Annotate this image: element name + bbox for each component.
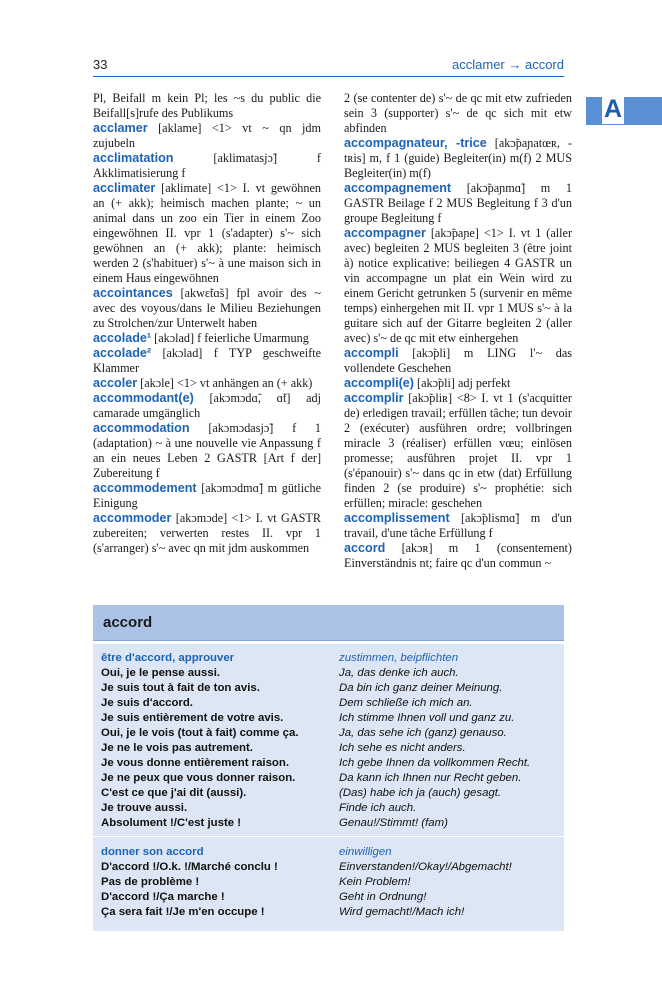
page-number: 33 xyxy=(93,57,108,72)
phrase-group-consent xyxy=(93,845,564,920)
dictionary-entry: accommodation [akɔmɔdasjɔ̃] f 1 (adaptation) ~ à une nouvelle vie Anpassung f an ein neues Leben 2 GASTR [Art f der] Zubereitung f xyxy=(93,421,321,480)
dictionary-entry: acclimatation [aklimatasjɔ̃] f Akklimatisierung f xyxy=(93,151,321,180)
left-column xyxy=(93,91,321,556)
entry-headword: accointances xyxy=(93,286,173,300)
group-title-row xyxy=(93,651,564,666)
dictionary-entry: accommodant(e) [akɔmɔdɑ̃, ɑ̃t] adj camarade umgänglich xyxy=(93,391,321,420)
phrase-german: Ja, das denke ich auch. xyxy=(339,667,459,679)
phrase-row xyxy=(93,801,564,816)
entry-headword: accomplissement xyxy=(344,511,450,525)
dictionary-entry: accolade² [akɔlad] f TYP geschweifte Klammer xyxy=(93,346,321,375)
phrase-row xyxy=(93,756,564,771)
phrase-group-agree xyxy=(93,651,564,831)
thumb-index-letter: A xyxy=(604,95,623,123)
dictionary-entry: accommoder [akɔmɔde] <1> I. vt GASTR zubereiten; verwerten restes II. vpr 1 (s'arranger) s'~ avec qn mit jdm auskommen xyxy=(93,511,321,555)
dictionary-entry: accomplir [akɔ̃pliʀ] <8> I. vt 1 (s'acquitter de) erledigen travail; erfüllen tâche; tun devoir 2 (exécuter) ausführen ordre; vollbringen miracle 3 (réaliser) erfüllen vœu; einlösen promesse; ausführen projet II. vpr 1 (s'épanouir) s'~ dans qc in etw (dat) Erfüllung finden 2 (se produire) s'~ prophétie: sich erfüllen; miracle: geschehen xyxy=(344,391,572,510)
phrase-french: Absolument !/C'est juste ! xyxy=(101,817,242,829)
group-title-de: einwilligen xyxy=(339,846,392,858)
phrase-row xyxy=(93,726,564,741)
phrase-german: Geht in Ordnung! xyxy=(339,891,427,903)
group-title-de: zustimmen, beipflichten xyxy=(339,652,459,664)
dictionary-entry: acclamer [aklame] <1> vt ~ qn jdm zujubeln xyxy=(93,121,321,150)
phrase-row xyxy=(93,696,564,711)
entry-headword: accolade² xyxy=(93,346,152,360)
phrase-french: Je suis tout à fait de ton avis. xyxy=(101,682,260,694)
right-column xyxy=(344,91,572,571)
entry-headword: accompagner xyxy=(344,226,426,240)
dictionary-entry: acclimater [aklimate] <1> I. vt gewöhnen an (+ akk); heimisch machen plante; ~ un animal dans un zoo ein Tier in einem Zoo eingewöhnen II. vpr 1 (s'adapter) s'~ sich gewöhnen an (+ akk); plante: heimisch werden 2 (s'habituer) s'~ à une maison sich in einem Haus eingewöhnen xyxy=(93,181,321,285)
entry-headword: accolade¹ xyxy=(93,331,152,345)
infobox-header xyxy=(93,605,564,641)
phrase-german: Ich gebe Ihnen da vollkommen Recht. xyxy=(339,757,531,769)
phrase-german: Finde ich auch. xyxy=(339,802,417,814)
phrase-row xyxy=(93,816,564,831)
phrase-french: Je ne peux que vous donner raison. xyxy=(101,772,296,784)
phrase-row xyxy=(93,890,564,905)
group-title-row xyxy=(93,845,564,860)
thumb-index-tab[interactable] xyxy=(586,97,662,125)
phrase-row xyxy=(93,741,564,756)
phrase-row xyxy=(93,666,564,681)
entry-headword: accord xyxy=(344,541,386,555)
phrase-german: Wird gemacht!/Mach ich! xyxy=(339,906,465,918)
phrase-french: Pas de problème ! xyxy=(101,876,200,888)
phrase-row xyxy=(93,786,564,801)
dictionary-entry: accompagner [akɔ̃paɲe] <1> I. vt 1 (aller avec) begleiten 2 MUS begleiten 3 (être joint à) notice explicative: beiliegen 4 GASTR un vin accompagne un plat ein Wein wird zu einem Gericht getrunken 5 (survenir en même temps) einhergehen mit II. vpr 1 MUS s'~ à la guitare sich auf der Gitarre begleiten 2 (aller avec) s'~ de qc mit etw einhergehen xyxy=(344,226,572,345)
dictionary-entry: Pl, Beifall m kein Pl; les ~s du public die Beifall[s]rufe des Publikums xyxy=(93,91,321,120)
entry-headword: accommodement xyxy=(93,481,197,495)
phrase-french: Je vous donne entièrement raison. xyxy=(101,757,289,769)
phrase-french: Je suis entièrement de votre avis. xyxy=(101,712,284,724)
entry-headword: accommoder xyxy=(93,511,172,525)
entry-headword: accompli xyxy=(344,346,399,360)
phrase-french: D'accord !/O.k. !/Marché conclu ! xyxy=(101,861,278,873)
phrase-german: Genau!/Stimmt! (fam) xyxy=(339,817,448,829)
phrase-row xyxy=(93,905,564,920)
accord-infobox xyxy=(93,605,564,931)
entry-headword: accoler xyxy=(93,376,138,390)
phrase-french: Je ne le vois pas autrement. xyxy=(101,742,253,754)
dictionary-entry: accompli(e) [akɔ̃pli] adj perfekt xyxy=(344,376,511,390)
phrase-french: Je suis d'accord. xyxy=(101,697,193,709)
group-title-fr: être d'accord, approuver xyxy=(101,652,235,664)
phrase-german: Da bin ich ganz deiner Meinung. xyxy=(339,682,503,694)
phrase-german: Kein Problem! xyxy=(339,876,411,888)
dictionary-entry: accointances [akwɛ̃tɑ̃s] fpl avoir des ~ avec des voyous/dans le Milieu Beziehungen zu Strolchen/zur Unterwelt haben xyxy=(93,286,321,330)
phrase-french: Oui, je le pense aussi. xyxy=(101,667,221,679)
dictionary-entry: accord [akɔʀ] m 1 (consentement) Einverständnis nt; faire qc d'un commun ~ xyxy=(344,541,572,570)
phrase-row xyxy=(93,711,564,726)
phrase-row xyxy=(93,860,564,875)
phrase-french: C'est ce que j'ai dit (aussi). xyxy=(101,787,247,799)
phrase-french: Ça sera fait !/Je m'en occupe ! xyxy=(101,906,265,918)
phrase-row xyxy=(93,681,564,696)
dictionary-entry: accolade¹ [akɔlad] f feierliche Umarmung xyxy=(93,331,309,345)
entry-headword: acclimater xyxy=(93,181,156,195)
group-title-fr: donner son accord xyxy=(101,846,204,858)
dictionary-entry: 2 (se contenter de) s'~ de qc mit etw zufrieden sein 3 (supporter) s'~ de qc sich mit etw abfinden xyxy=(344,91,572,135)
phrase-german: (Das) habe ich ja (auch) gesagt. xyxy=(339,787,502,799)
phrase-row xyxy=(93,771,564,786)
entry-headword: acclamer xyxy=(93,121,148,135)
entry-headword: accompli(e) xyxy=(344,376,414,390)
phrase-french: Je trouve aussi. xyxy=(101,802,188,814)
phrase-german: Ja, das sehe ich (ganz) genauso. xyxy=(339,727,507,739)
phrase-german: Einverstanden!/Okay!/Abgemacht! xyxy=(339,861,512,873)
phrase-french: Oui, je le vois (tout à fait) comme ça. xyxy=(101,727,299,739)
infobox-title: accord xyxy=(103,614,153,631)
phrase-german: Ich stimme Ihnen voll und ganz zu. xyxy=(339,712,515,724)
entry-headword: acclimatation xyxy=(93,151,174,165)
phrase-german: Dem schließe ich mich an. xyxy=(339,697,473,709)
running-head: acclamer → accord xyxy=(452,57,564,72)
entry-headword: accomplir xyxy=(344,391,404,405)
dictionary-entry: accompagnement [akɔ̃paɲmɑ̃] m 1 GASTR Beilage f 2 MUS Begleitung f 3 d'un groupe Begleitung f xyxy=(344,181,572,225)
entry-headword: accompagnement xyxy=(344,181,452,195)
header-rule xyxy=(93,76,564,77)
entry-headword: accommodation xyxy=(93,421,190,435)
entry-headword: accompagnateur, -trice xyxy=(344,136,487,150)
dictionary-entry: accoler [akɔle] <1> vt anhängen an (+ akk) xyxy=(93,376,313,390)
entry-headword: accommodant(e) xyxy=(93,391,194,405)
group-separator xyxy=(93,836,564,837)
phrase-french: D'accord !/Ça marche ! xyxy=(101,891,225,903)
infobox-divider xyxy=(93,641,564,644)
dictionary-entry: accomplissement [akɔ̃plismɑ̃] m d'un travail, d'une tâche Erfüllung f xyxy=(344,511,572,540)
phrase-german: Da kann ich Ihnen nur Recht geben. xyxy=(339,772,522,784)
phrase-german: Ich sehe es nicht anders. xyxy=(339,742,466,754)
dictionary-entry: accommodement [akɔmɔdmɑ̃] m gütliche Einigung xyxy=(93,481,321,510)
phrase-row xyxy=(93,875,564,890)
dictionary-entry: accompagnateur, -trice [akɔ̃paɲatœʀ, -tʀis] m, f 1 (guide) Begleiter(in) m(f) 2 MUS Begleiter(in) m(f) xyxy=(344,136,572,180)
dictionary-entry: accompli [akɔ̃pli] m LING l'~ das vollendete Geschehen xyxy=(344,346,572,375)
